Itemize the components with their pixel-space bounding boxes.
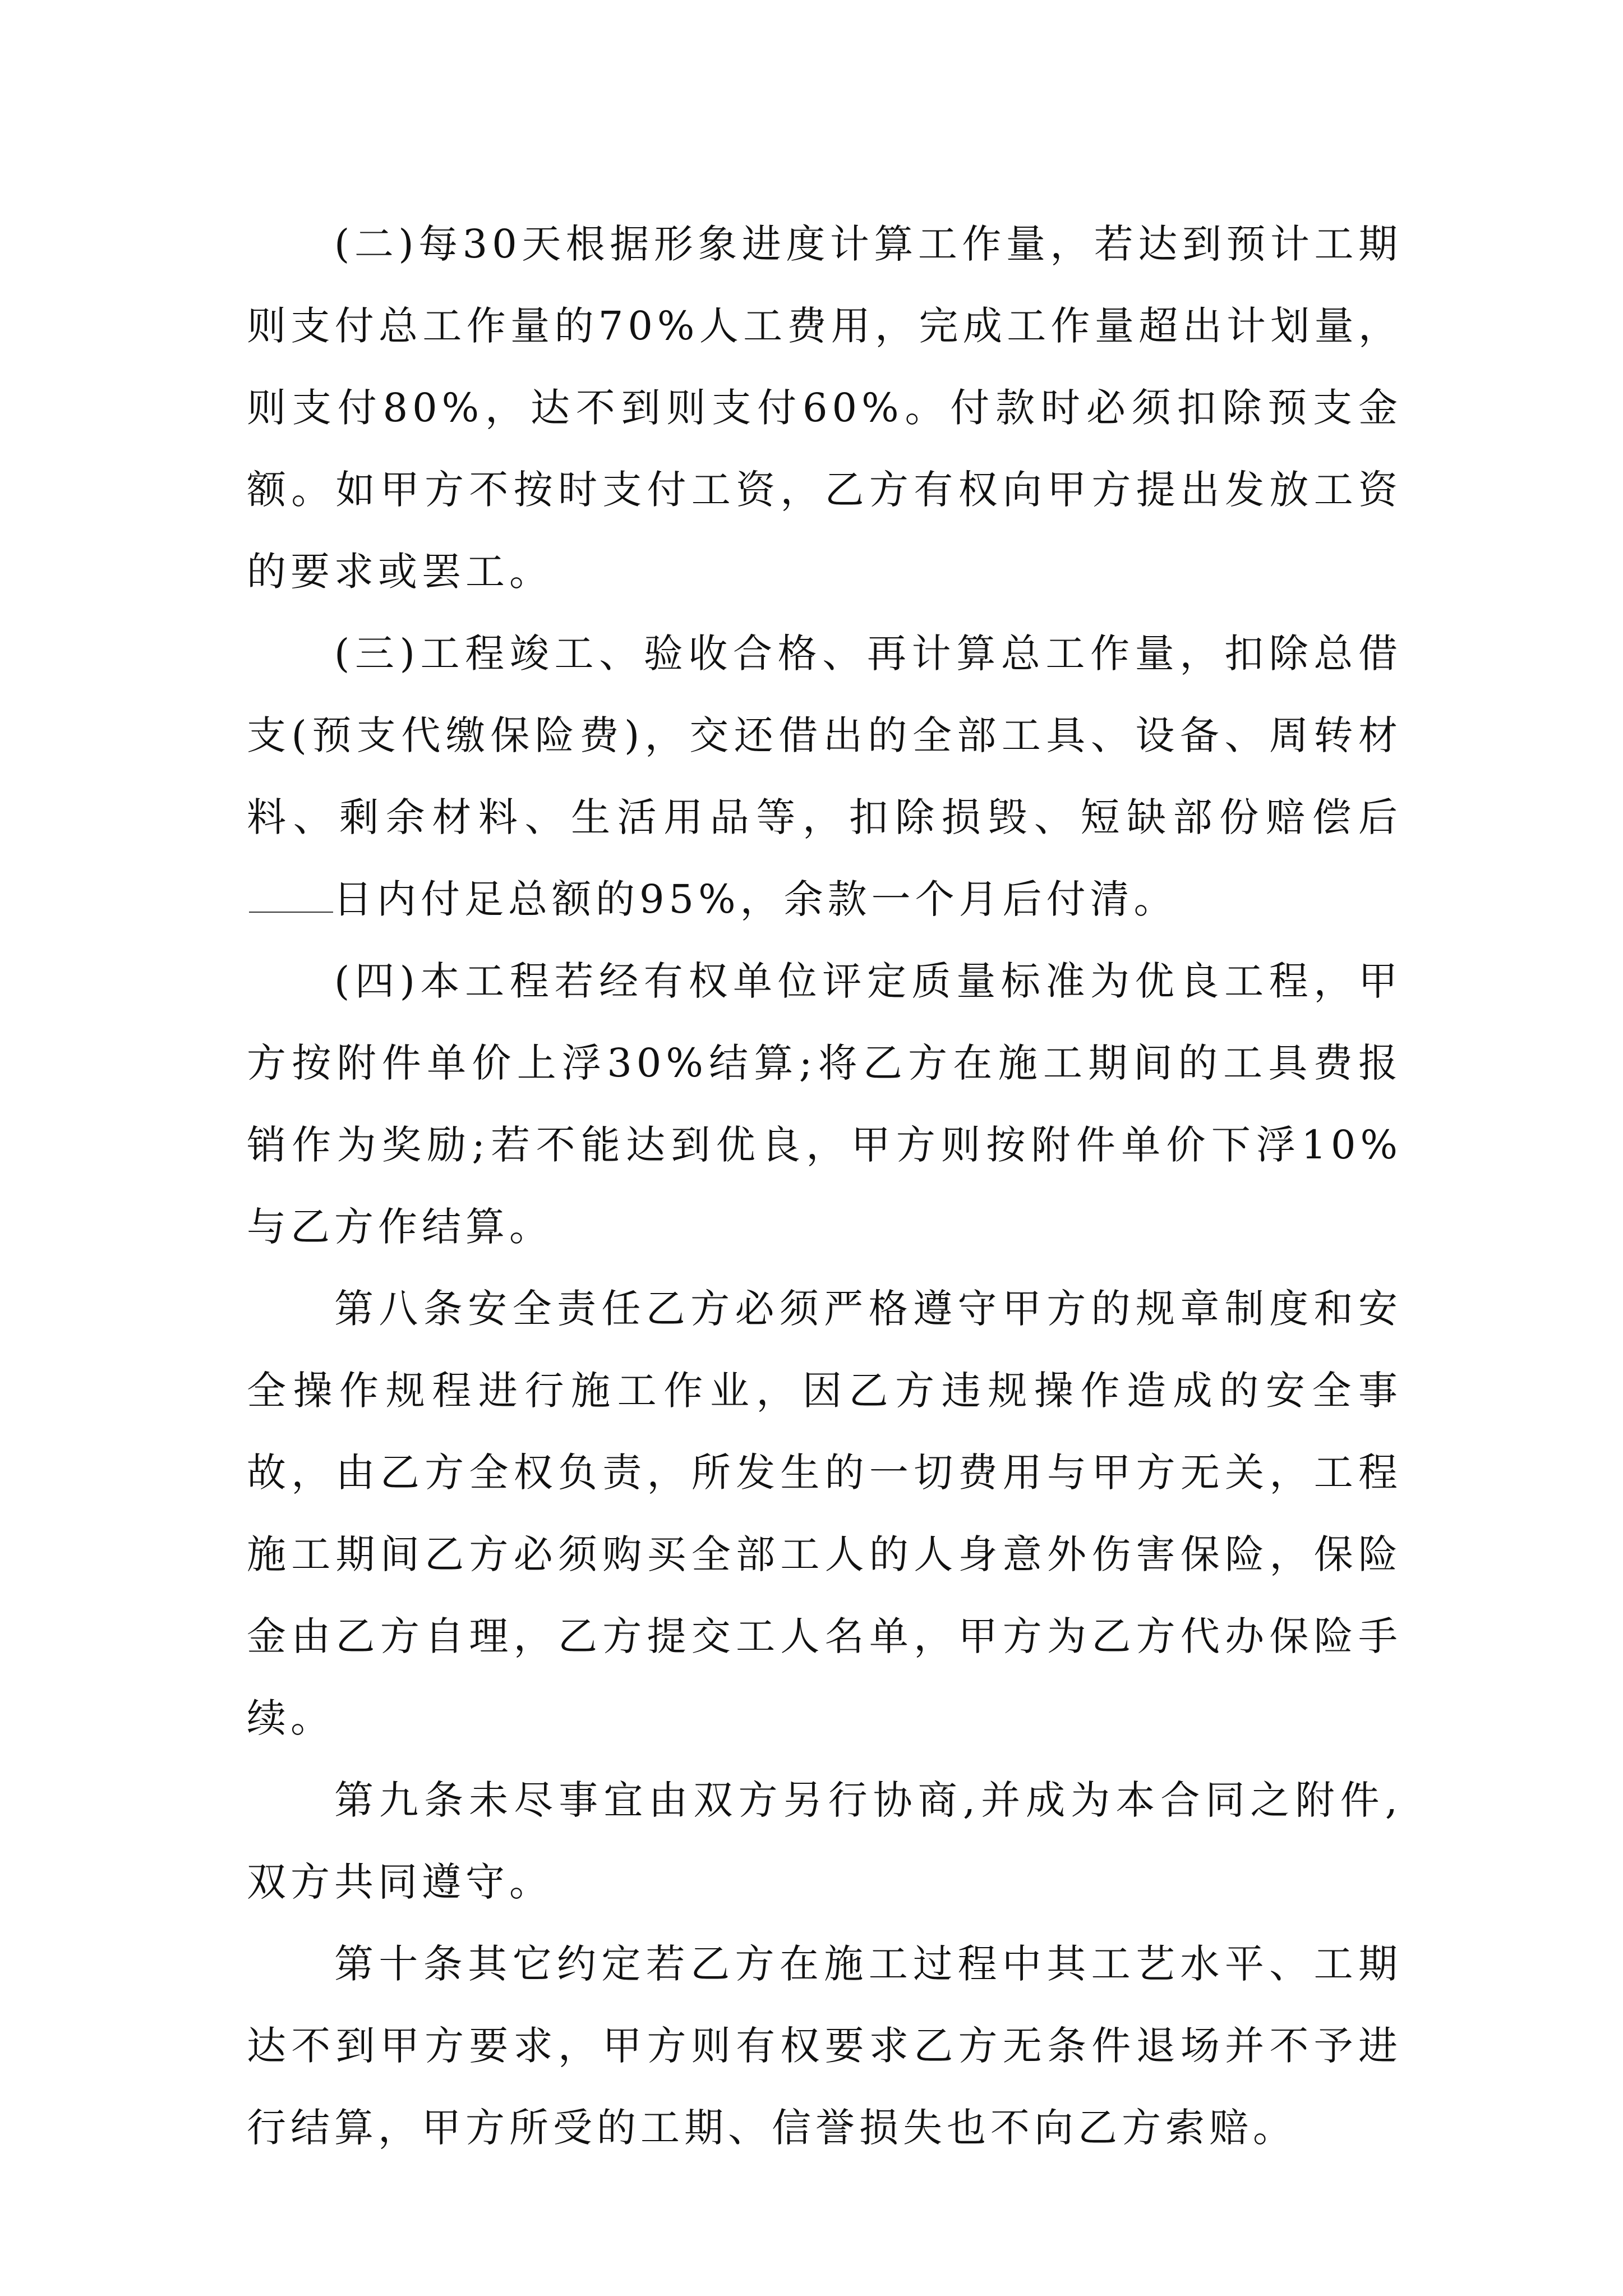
paragraph-completion-settlement (247, 613, 1402, 940)
fill-in-blank (249, 912, 333, 913)
paragraph-quality-bonus: (四)本工程若经有权单位评定质量标准为优良工程，甲方按附件单价上浮30%结算;将乙方在施工期间的工具费报销作为奖励;若不能达到优良，甲方则按附件单价下浮10%与乙方作结算。 (247, 958, 1402, 1250)
paragraph-article-10: 第十条其它约定若乙方在施工过程中其工艺水平、工期达不到甲方要求，甲方则有权要求乙方无条件退场并不予进行结算，甲方所受的工期、信誉损失也不向乙方索赔。 (247, 1941, 1402, 2151)
paragraph-payment-30-days: (二)每30天根据形象进度计算工作量，若达到预计工期则支付总工作量的70%人工费用，完成工作量超出计划量，则支付80%，达不到则支付60%。付款时必须扣除预支金额。如甲方不按时支付工资，乙方有权向甲方提出发放工资的要求或罢工。 (247, 221, 1402, 595)
paragraph-article-9: 第九条未尽事宜由双方另行协商,并成为本合同之附件,双方共同遵守。 (247, 1777, 1402, 1905)
paragraph-completion-text-1: (三)工程竣工、验收合格、再计算总工作量，扣除总借支(预支代缴保险费)，交还借出的全部工具、设备、周转材料、剩余材料、生活用品等，扣除损毁、短缺部份赔偿后 (247, 631, 1402, 840)
paragraph-article-8-safety: 第八条安全责任乙方必须严格遵守甲方的规章制度和安全操作规程进行施工作业，因乙方违规操作造成的安全事故，由乙方全权负责，所发生的一切费用与甲方无关，工程施工期间乙方必须购买全部工人的人身意外伤害保险，保险金由乙方自理，乙方提交工人名单，甲方为乙方代办保险手续。 (247, 1286, 1402, 1741)
contract-body (247, 203, 1402, 2169)
paragraph-completion-text-2: 日内付足总额的95%，余款一个月后付清。 (333, 876, 1178, 922)
